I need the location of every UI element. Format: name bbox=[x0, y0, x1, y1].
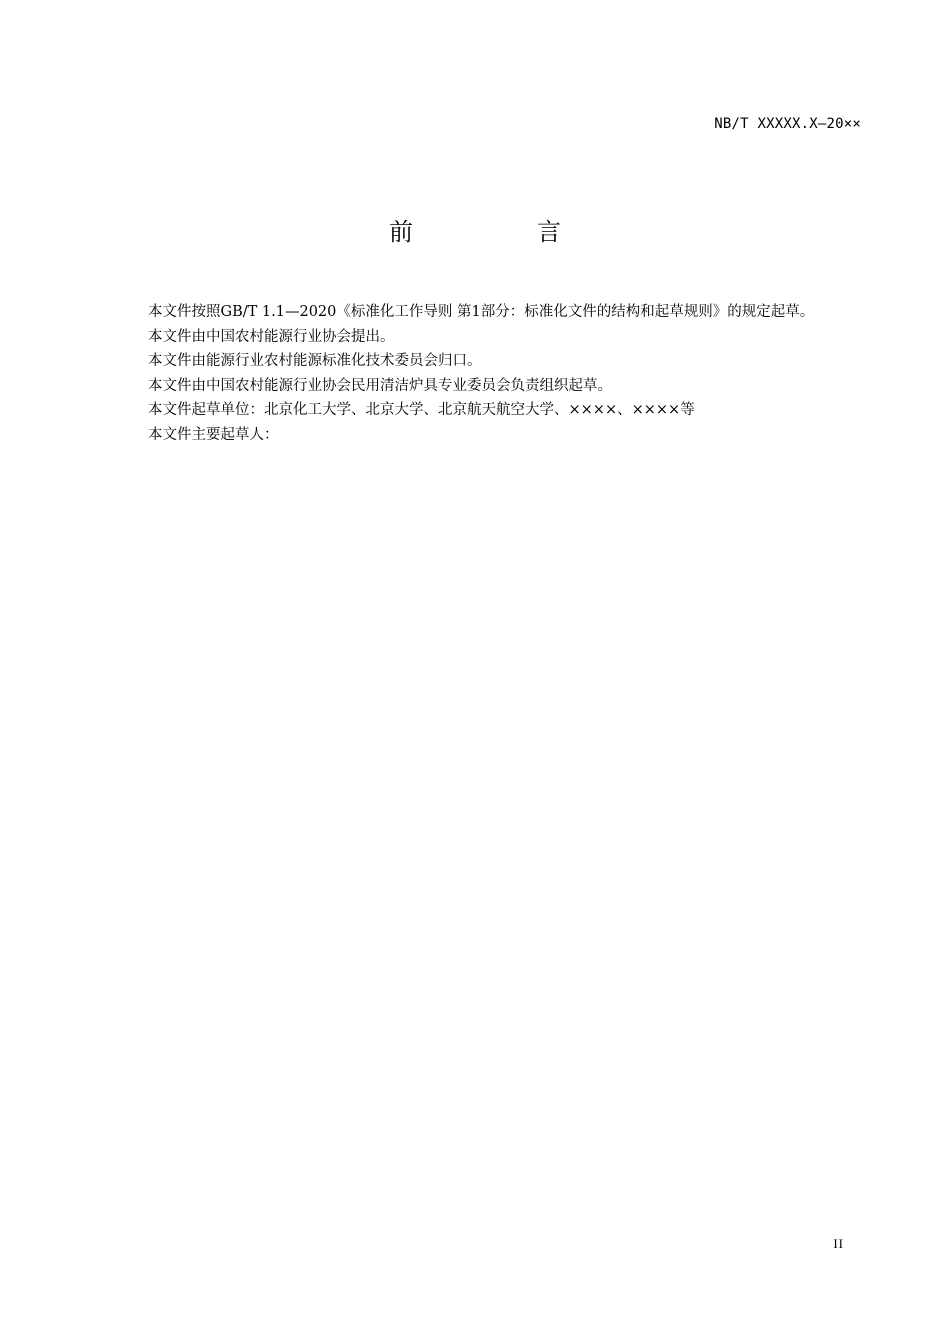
paragraph-drafting-basis: 本文件按照GB/T 1.1—2020《标准化工作导则 第1部分：标准化文件的结构和起草规则》的规定起草。 bbox=[148, 304, 815, 320]
paragraph-organizer: 本文件由中国农村能源行业协会民用清洁炉具专业委员会负责组织起草。 bbox=[148, 377, 612, 394]
page-number: II bbox=[833, 1236, 844, 1251]
paragraph-drafters: 本文件主要起草人： bbox=[148, 426, 279, 443]
page-title: 前 言 bbox=[389, 218, 611, 246]
foreword-body bbox=[113, 300, 860, 447]
paragraph-proposer: 本文件由中国农村能源行业协会提出。 bbox=[148, 328, 395, 345]
document-code: NB/T XXXXX.X—20×× bbox=[714, 116, 861, 132]
paragraph-drafting-units: 本文件起草单位：北京化工大学、北京大学、北京航天航空大学、××××、××××等 bbox=[148, 402, 695, 418]
paragraph-technical-committee: 本文件由能源行业农村能源标准化技术委员会归口。 bbox=[148, 353, 482, 369]
